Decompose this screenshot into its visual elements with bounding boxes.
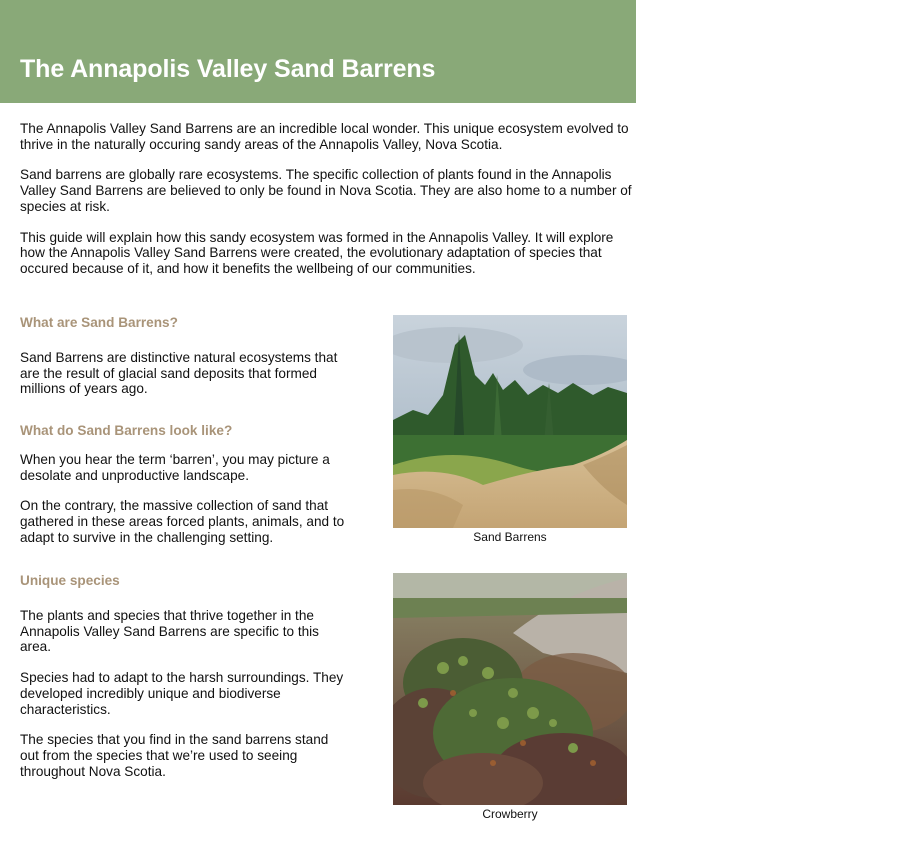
section-heading: Unique species <box>20 573 120 588</box>
intro-text <box>20 121 632 292</box>
section-paragraph: On the contrary, the massive collection of sand that gathered in these areas forced plants, animals, and to adapt to survive in the challenging setting. <box>20 498 345 545</box>
section-unique-species <box>20 573 350 779</box>
section-paragraph: The species that you find in the sand barrens stand out from the species that we’re used to seeing throughout Nova Scotia. <box>20 732 329 779</box>
section-heading: What do Sand Barrens look like? <box>20 423 233 438</box>
section-paragraph: When you hear the term ‘barren’, you may picture a desolate and unproductive landscape. <box>20 452 330 483</box>
section-paragraph: Sand Barrens are distinctive natural ecosystems that are the result of glacial sand deposits that formed millions of years ago. <box>20 350 338 397</box>
section-heading: What are Sand Barrens? <box>20 315 178 330</box>
header-banner <box>0 0 636 103</box>
section-what-are <box>20 315 350 397</box>
intro-paragraph: The Annapolis Valley Sand Barrens are an incredible local wonder. This unique ecosystem evolved to thrive in the naturally occuring sandy areas of the Annapolis Valley, Nova Scotia. <box>20 121 629 152</box>
crowberry-photo <box>393 573 627 805</box>
section-paragraph: The plants and species that thrive together in the Annapolis Valley Sand Barrens are specific to this area. <box>20 608 319 655</box>
crowberry-caption: Crowberry <box>482 807 538 821</box>
intro-paragraph: Sand barrens are globally rare ecosystems. The specific collection of plants found in the Annapolis Valley Sand Barrens are believed to only be found in Nova Scotia. They are also home to a number of species at risk. <box>20 167 632 214</box>
section-paragraph: Species had to adapt to the harsh surroundings. They developed incredibly unique and biodiverse characteristics. <box>20 670 344 717</box>
sand-barrens-caption: Sand Barrens <box>473 530 547 544</box>
sand-barrens-photo <box>393 315 627 528</box>
page-title: The Annapolis Valley Sand Barrens <box>20 55 436 83</box>
section-look-like <box>20 423 350 546</box>
intro-paragraph: This guide will explain how this sandy ecosystem was formed in the Annapolis Valley. It will explore how the Annapolis Valley Sand Barrens were created, the evolutionary adaptation of species that occured because of it, and how it benefits the wellbeing of our communities. <box>20 229 614 276</box>
